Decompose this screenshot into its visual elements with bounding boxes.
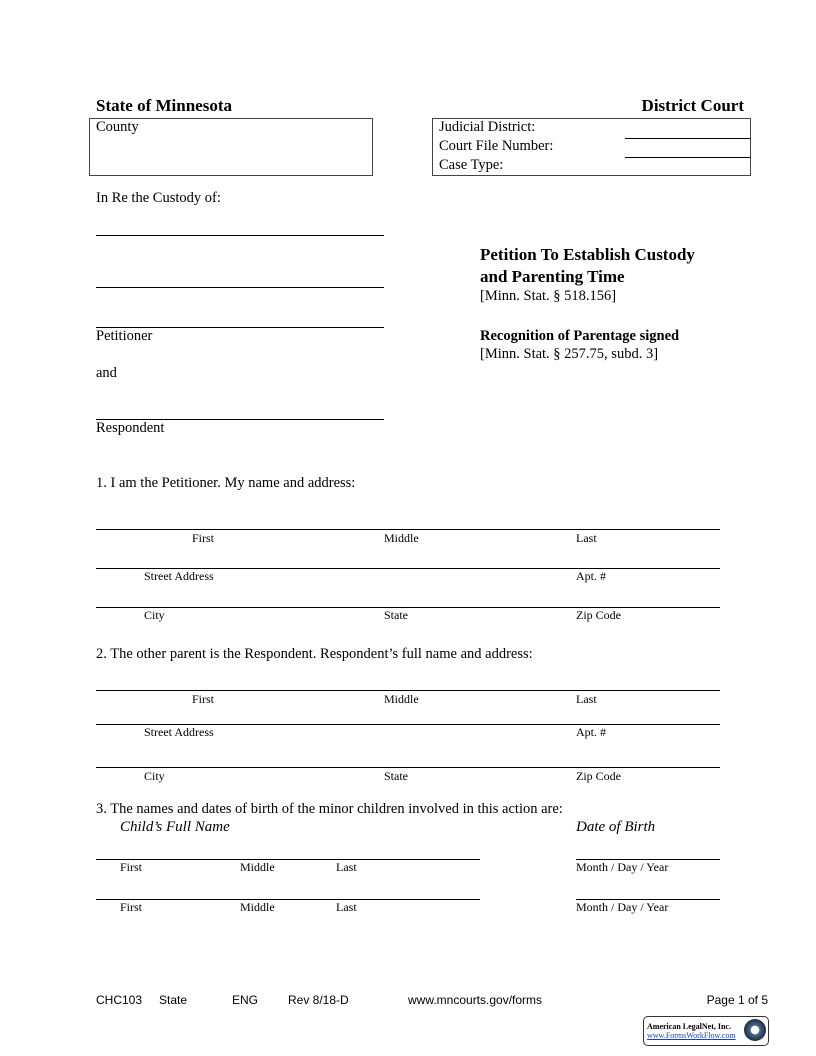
badge-url[interactable]: www.FormsWorkFlow.com [647, 1031, 736, 1040]
middle-label: Middle [240, 900, 275, 914]
respondent-name-field[interactable] [96, 690, 720, 691]
and-label: and [96, 365, 117, 381]
city-label: City [144, 769, 165, 783]
judicial-district-field[interactable] [625, 138, 750, 139]
court-file-number-label: Court File Number: [439, 138, 554, 154]
section-3-text: 3. The names and dates of birth of the minor children involved in this action are: [96, 801, 563, 817]
last-label: Last [576, 531, 597, 545]
middle-label: Middle [384, 692, 419, 706]
zip-label: Zip Code [576, 769, 621, 783]
case-info-box [432, 118, 751, 176]
middle-label: Middle [384, 531, 419, 545]
footer-url[interactable]: www.mncourts.gov/forms [408, 993, 543, 1007]
section-1-text: 1. I am the Petitioner. My name and address: [96, 475, 356, 491]
first-label: First [120, 860, 143, 874]
last-label: Last [336, 860, 357, 874]
apt-label: Apt. # [576, 569, 606, 583]
last-label: Last [336, 900, 357, 914]
in-re-label: In Re the Custody of: [96, 190, 221, 206]
subtitle: Recognition of Parentage signed [480, 328, 680, 344]
apt-label: Apt. # [576, 725, 606, 739]
badge-name: American LegalNet, Inc. [647, 1022, 731, 1031]
legalnet-badge[interactable] [643, 1016, 769, 1046]
zip-label: Zip Code [576, 608, 621, 622]
document-title-line2: and Parenting Time [480, 267, 625, 286]
petitioner-city-field[interactable] [96, 607, 720, 608]
first-label: First [120, 900, 143, 914]
child-name-field[interactable] [96, 859, 480, 860]
page-number: Page 1 of 5 [706, 993, 768, 1007]
state-label: State [384, 608, 408, 622]
county-box[interactable] [89, 118, 373, 176]
state-heading: State of Minnesota [96, 96, 232, 115]
street-label: Street Address [144, 569, 214, 583]
respondent-city-field[interactable] [96, 767, 720, 768]
section-2-text: 2. The other parent is the Respondent. Respondent’s full name and address: [96, 646, 533, 662]
footer-revision: Rev 8/18-D [288, 993, 349, 1007]
footer-form-code: CHC103 [96, 993, 143, 1007]
state-label: State [384, 769, 408, 783]
first-label: First [192, 531, 215, 545]
footer-language: ENG [232, 993, 259, 1007]
child-name-header: Child’s Full Name [120, 819, 230, 835]
mdy-label: Month / Day / Year [576, 900, 669, 914]
child-name-field[interactable] [96, 899, 480, 900]
petitioner-name-field[interactable] [96, 529, 720, 530]
first-label: First [192, 692, 215, 706]
document-title: Petition To Establish Custody [480, 245, 695, 264]
petitioner-label: Petitioner [96, 328, 153, 344]
court-heading: District Court [641, 96, 744, 115]
respondent-label: Respondent [96, 420, 165, 436]
county-label: County [96, 119, 139, 135]
last-label: Last [576, 692, 597, 706]
case-type-label: Case Type: [439, 157, 504, 173]
child-name-line[interactable] [96, 287, 384, 288]
city-label: City [144, 608, 165, 622]
street-label: Street Address [144, 725, 214, 739]
middle-label: Middle [240, 860, 275, 874]
subtitle-statute: [Minn. Stat. § 257.75, subd. 3] [480, 346, 659, 362]
dob-header: Date of Birth [576, 819, 656, 835]
globe-icon [744, 1019, 766, 1041]
court-file-number-field[interactable] [625, 157, 750, 158]
title-statute: [Minn. Stat. § 518.156] [480, 288, 617, 304]
footer-state: State [159, 993, 188, 1007]
child-name-line[interactable] [96, 235, 384, 236]
judicial-district-label: Judicial District: [439, 119, 536, 135]
mdy-label: Month / Day / Year [576, 860, 669, 874]
